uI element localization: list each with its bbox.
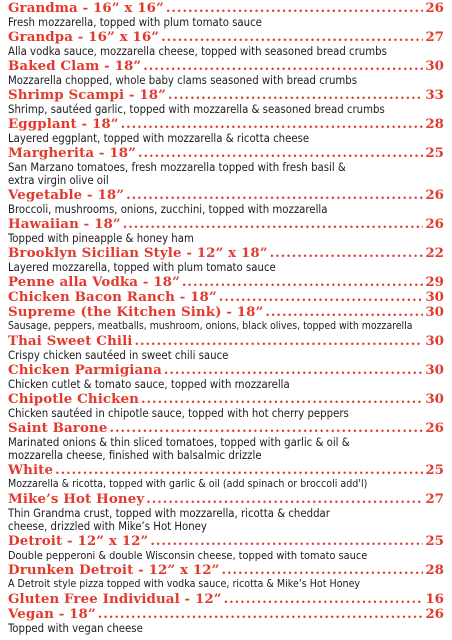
menu-item-price: 26 (425, 216, 444, 232)
menu-item-description: Fresh mozzarella, topped with plum tomato sauce (8, 16, 262, 29)
menu-item-header (0, 59, 444, 74)
menu-item-header (0, 117, 444, 132)
menu-item-header (0, 275, 444, 290)
dot-leader (219, 290, 424, 305)
menu-item-vegetable (0, 188, 452, 216)
menu-item-name: Supreme (the Kitchen Sink) - 18” (8, 304, 264, 320)
menu-item-price: 30 (425, 333, 444, 349)
menu-item-detroit (0, 534, 452, 562)
menu-item-name: Detroit - 12” x 12” (8, 533, 149, 549)
menu-item-penne-alla-vodka (0, 275, 452, 290)
dot-leader (123, 217, 424, 232)
menu-item-description: Layered mozzarella, topped with plum tomato sauce (8, 261, 276, 274)
menu-item-header (0, 392, 444, 407)
menu-item-description: Mozzarella & ricotta, topped with garlic & oil (add spinach or broccoli add'l) (8, 478, 368, 490)
dot-leader (166, 1, 423, 16)
menu-item-description: Shrimp, sautéed garlic, topped with mozzarella & seasoned bread crumbs (8, 103, 385, 116)
menu-item-price: 16 (425, 591, 444, 607)
menu-item-header (0, 592, 444, 607)
menu-item-price: 30 (425, 304, 444, 320)
menu-item-name: Saint Barone (8, 420, 108, 436)
menu-item-price: 27 (425, 29, 444, 45)
menu-item-header (0, 1, 444, 16)
menu-item-name: Vegan - 18” (8, 606, 96, 622)
menu-item-description: Double pepperoni & double Wisconsin cheese, topped with tomato sauce (8, 549, 368, 562)
menu-item-price: 25 (425, 145, 444, 161)
menu-item-price: 27 (425, 491, 444, 507)
dot-leader (224, 592, 424, 607)
menu-item-description: Broccoli, mushrooms, onions, zucchini, topped with mozzarella (8, 203, 328, 216)
menu-item-description: Sausage, peppers, meatballs, mushroom, onions, black olives, topped with mozzarella (8, 320, 413, 332)
menu-item-header (0, 463, 444, 478)
menu-item-vegan (0, 607, 452, 635)
menu-item-white (0, 463, 452, 491)
menu-item-baked-clam (0, 59, 452, 87)
menu-item-header (0, 363, 444, 378)
menu-item-description: Topped with vegan cheese (8, 622, 143, 635)
menu-item-header (0, 421, 444, 436)
dot-leader (121, 117, 424, 132)
dot-leader (141, 392, 423, 407)
menu-item-mikes-hot-honey (0, 492, 452, 533)
menu-item-description: extra virgin olive oil (8, 174, 109, 187)
menu-item-description: Mozzarella chopped, whole baby clams seasoned with bread crumbs (8, 74, 358, 87)
dot-leader (265, 305, 423, 320)
menu-item-description: Chicken cutlet & tomato sauce, topped with mozzarella (8, 378, 290, 391)
dot-leader (143, 59, 423, 74)
menu-item-chicken-bacon-ranch (0, 290, 452, 305)
menu-item-gluten-free (0, 592, 452, 607)
menu-item-chipotle-chicken (0, 392, 452, 420)
menu-item-name: Eggplant - 18” (8, 116, 119, 132)
menu-item-name: Thai Sweet Chili (8, 333, 133, 349)
menu-item-description: A Detroit style pizza topped with vodka sauce, ricotta & Mike’s Hot Honey (8, 578, 361, 590)
menu-item-name: Mike’s Hot Honey (8, 491, 145, 507)
menu-item-name: Penne alla Vodka - 18” (8, 274, 180, 290)
menu-item-supreme (0, 305, 452, 333)
menu-item-header (0, 334, 444, 349)
menu-item-description: Marinated onions & thin sliced tomatoes, topped with garlic & oil & (8, 436, 350, 449)
menu-item-price: 25 (425, 533, 444, 549)
menu-item-drunken-detroit (0, 563, 452, 591)
dot-leader (270, 246, 424, 261)
menu-item-price: 30 (425, 58, 444, 74)
menu-item-name: Margherita - 18” (8, 145, 136, 161)
menu-item-name: Vegetable - 18” (8, 187, 125, 203)
menu-item-header (0, 563, 444, 578)
menu-item-name: Brooklyn Sicilian Style - 12” x 18” (8, 245, 268, 261)
menu-item-price: 25 (425, 462, 444, 478)
menu-item-name: Baked Clam - 18” (8, 58, 142, 74)
dot-leader (168, 88, 423, 103)
menu-item-description: Topped with pineapple & honey ham (8, 232, 194, 245)
dot-leader (126, 188, 423, 203)
menu-item-saint-barone (0, 421, 452, 462)
dot-leader (98, 607, 424, 622)
menu-item-header (0, 88, 444, 103)
dot-leader (221, 563, 423, 578)
menu-item-description: cheese, drizzled with Mike’s Hot Honey (8, 520, 207, 533)
menu-item-price: 29 (425, 274, 444, 290)
menu-item-price: 26 (425, 0, 444, 16)
menu-item-name: Drunken Detroit - 12” x 12” (8, 562, 220, 578)
dot-leader (146, 492, 423, 507)
menu-item-header (0, 305, 444, 320)
dot-leader (109, 421, 423, 436)
dot-leader (182, 275, 423, 290)
menu-item-name: Chicken Parmigiana (8, 362, 162, 378)
menu-item-description: Chicken sautéed in chipotle sauce, topped with hot cherry peppers (8, 407, 349, 420)
menu-item-grandma (0, 1, 452, 29)
dot-leader (55, 463, 423, 478)
menu-item-hawaiian (0, 217, 452, 245)
menu-item-header (0, 534, 444, 549)
menu-item-name: Grandma - 16” x 16” (8, 0, 164, 16)
menu-item-name: White (8, 462, 54, 478)
menu-item-description: Thin Grandma crust, topped with mozzarella, ricotta & cheddar (8, 507, 330, 520)
menu-item-price: 26 (425, 606, 444, 622)
menu-item-price: 30 (425, 391, 444, 407)
menu-item-eggplant (0, 117, 452, 145)
menu-item-price: 30 (425, 362, 444, 378)
menu-item-price: 22 (425, 245, 444, 261)
menu-item-name: Grandpa - 16” x 16” (8, 29, 160, 45)
menu-item-name: Chicken Bacon Ranch - 18” (8, 289, 217, 305)
menu-item-name: Shrimp Scampi - 18” (8, 87, 166, 103)
menu-item-price: 30 (425, 289, 444, 305)
menu-item-header (0, 30, 444, 45)
menu-item-description: Alla vodka sauce, mozzarella cheese, topped with seasoned bread crumbs (8, 45, 387, 58)
menu-item-name: Gluten Free Individual - 12” (8, 591, 222, 607)
menu-item-header (0, 246, 444, 261)
menu-item-header (0, 290, 444, 305)
dot-leader (150, 534, 423, 549)
menu-item-shrimp-scampi (0, 88, 452, 116)
dot-leader (134, 334, 423, 349)
menu-item-price: 33 (425, 87, 444, 103)
menu-item-header (0, 146, 444, 161)
menu-item-grandpa (0, 30, 452, 58)
menu-item-brooklyn-sicilian (0, 246, 452, 274)
menu-item-header (0, 217, 444, 232)
menu-item-price: 28 (425, 116, 444, 132)
dot-leader (164, 363, 423, 378)
menu-item-header (0, 492, 444, 507)
menu-item-header (0, 607, 444, 622)
menu-item-chicken-parmigiana (0, 363, 452, 391)
menu-item-margherita (0, 146, 452, 187)
menu-item-name: Chipotle Chicken (8, 391, 139, 407)
menu-item-price: 26 (425, 187, 444, 203)
menu-item-name: Hawaiian - 18” (8, 216, 121, 232)
menu-item-thai-sweet-chili (0, 334, 452, 362)
menu-item-price: 26 (425, 420, 444, 436)
menu-item-description: San Marzano tomatoes, fresh mozzarella topped with fresh basil & (8, 161, 346, 174)
dot-leader (138, 146, 423, 161)
menu-item-header (0, 188, 444, 203)
menu-item-description: Crispy chicken sautéed in sweet chili sauce (8, 349, 229, 362)
menu-item-description: Layered eggplant, topped with mozzarella & ricotta cheese (8, 132, 310, 145)
menu-item-description: mozzarella cheese, finished with balsalmic drizzle (8, 449, 262, 462)
menu-item-price: 28 (425, 562, 444, 578)
dot-leader (161, 30, 423, 45)
